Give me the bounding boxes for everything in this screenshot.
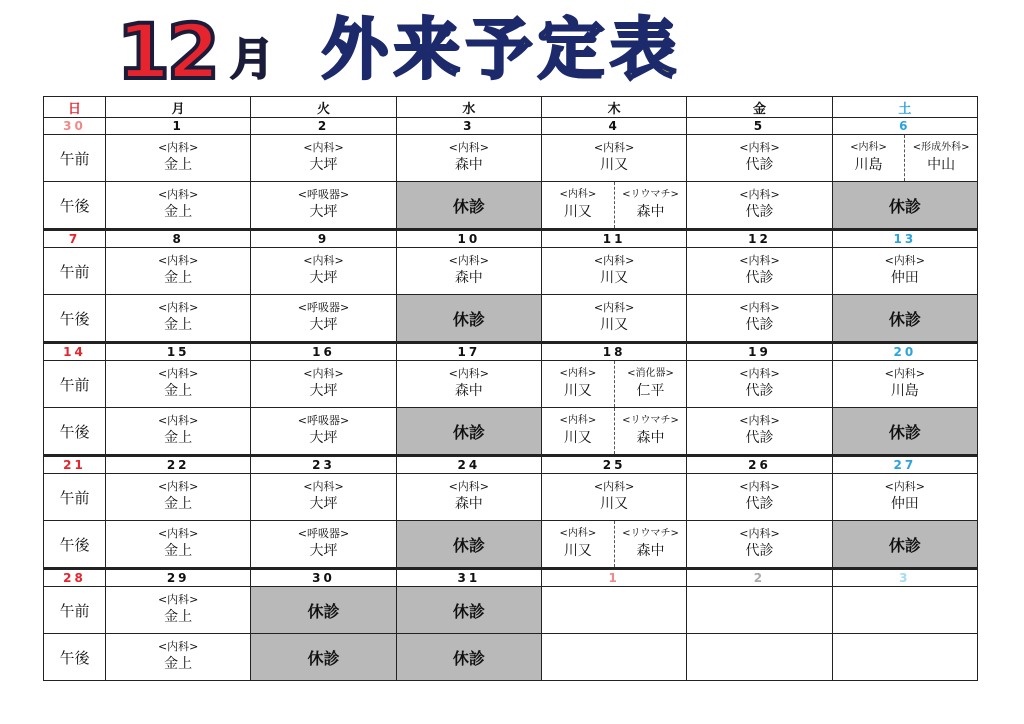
doctor-name: 川島 <box>890 383 919 399</box>
schedule-cell <box>541 587 686 634</box>
schedule-cell <box>251 474 396 521</box>
doctor-name: 金上 <box>164 157 193 173</box>
date-cell: 2 <box>251 118 396 135</box>
department-label: <内科> <box>157 141 199 154</box>
department-label: <内科> <box>448 367 490 380</box>
weekday-header: 金 <box>687 97 832 118</box>
schedule-cell <box>106 248 251 295</box>
date-cell: 12 <box>687 230 832 248</box>
weekday-header: 火 <box>251 97 396 118</box>
schedule-cell <box>832 474 977 521</box>
schedule-cell <box>106 408 251 456</box>
department-label: <リウマチ> <box>622 415 679 426</box>
weekday-header-row <box>44 97 978 118</box>
split-part <box>542 361 615 407</box>
schedule-cell <box>396 361 541 408</box>
department-label: <内科> <box>884 480 926 493</box>
doctor-name: 森中 <box>454 157 483 173</box>
doctor-name: 金上 <box>164 430 193 446</box>
date-cell: 31 <box>396 569 541 587</box>
date-cell: 14 <box>44 343 106 361</box>
date-cell: 10 <box>396 230 541 248</box>
department-label: <内科> <box>303 480 344 493</box>
date-cell: 27 <box>832 456 977 474</box>
department-label: <内科> <box>157 301 199 314</box>
schedule-cell <box>106 361 251 408</box>
closed-cell: 休診 <box>396 408 541 456</box>
schedule-cell <box>541 182 686 230</box>
date-cell: 22 <box>106 456 251 474</box>
slot-label: 午後 <box>44 295 106 343</box>
department-label: <内科> <box>157 640 199 653</box>
date-cell: 1 <box>541 569 686 587</box>
doctor-name: 大坪 <box>309 270 338 286</box>
doctor-name: 代診 <box>745 317 774 333</box>
department-label: <内科> <box>884 367 926 380</box>
slot-label: 午前 <box>44 587 106 634</box>
weekday-header: 日 <box>44 97 106 118</box>
schedule-cell <box>106 634 251 681</box>
department-label: <内科> <box>593 254 635 267</box>
department-label: <内科> <box>157 367 199 380</box>
department-label: <形成外科> <box>912 142 970 153</box>
schedule-cell <box>251 135 396 182</box>
department-label: <内科> <box>739 367 780 380</box>
department-label: <内科> <box>559 528 597 539</box>
doctor-name: 大坪 <box>309 204 338 220</box>
department-label: <内科> <box>739 301 780 314</box>
date-cell: 16 <box>251 343 396 361</box>
date-cell: 20 <box>832 343 977 361</box>
doctor-name: 川又 <box>600 270 629 286</box>
date-cell: 2 <box>687 569 832 587</box>
department-label: <内科> <box>850 142 887 153</box>
slot-label: 午前 <box>44 248 106 295</box>
schedule-cell <box>251 182 396 230</box>
department-label: <内科> <box>739 480 780 493</box>
split-part <box>833 135 906 181</box>
doctor-name: 金上 <box>164 204 193 220</box>
schedule-cell <box>541 521 686 569</box>
date-cell: 5 <box>687 118 832 135</box>
doctor-name: 代診 <box>745 383 774 399</box>
closed-cell: 休診 <box>832 295 977 343</box>
department-label: <内科> <box>739 188 780 201</box>
doctor-name: 森中 <box>454 496 483 512</box>
date-cell: 13 <box>832 230 977 248</box>
split-cell <box>542 521 686 567</box>
date-cell: 18 <box>541 343 686 361</box>
department-label: <呼吸器> <box>297 188 350 201</box>
date-row <box>44 456 978 474</box>
schedule-cell <box>832 587 977 634</box>
slot-row-pm <box>44 182 978 230</box>
department-label: <リウマチ> <box>622 189 679 200</box>
slot-row-pm <box>44 521 978 569</box>
split-cell <box>542 361 686 407</box>
department-label: <内科> <box>448 141 490 154</box>
closed-cell: 休診 <box>832 408 977 456</box>
schedule-cell <box>106 587 251 634</box>
weekday-header: 土 <box>832 97 977 118</box>
slot-label: 午後 <box>44 408 106 456</box>
schedule-cell <box>541 474 686 521</box>
slot-row-pm <box>44 634 978 681</box>
date-row <box>44 230 978 248</box>
department-label: <内科> <box>303 367 344 380</box>
doctor-name: 金上 <box>164 270 193 286</box>
split-cell <box>542 408 686 454</box>
closed-cell: 休診 <box>396 634 541 681</box>
department-label: <呼吸器> <box>297 301 350 314</box>
schedule-cell <box>541 248 686 295</box>
department-label: <内科> <box>559 189 597 200</box>
closed-cell: 休診 <box>396 521 541 569</box>
schedule-cell <box>106 474 251 521</box>
doctor-name: 川又 <box>563 204 592 220</box>
doctor-name: 森中 <box>636 543 665 559</box>
weekday-header: 水 <box>396 97 541 118</box>
date-cell: 26 <box>687 456 832 474</box>
schedule-cell <box>541 634 686 681</box>
department-label: <内科> <box>303 254 344 267</box>
slot-label: 午後 <box>44 634 106 681</box>
slot-label: 午後 <box>44 521 106 569</box>
schedule-table <box>43 96 978 681</box>
date-row <box>44 343 978 361</box>
department-label: <内科> <box>739 527 780 540</box>
doctor-name: 川又 <box>563 383 592 399</box>
schedule-cell <box>687 634 832 681</box>
department-label: <内科> <box>739 141 780 154</box>
schedule-cell <box>251 361 396 408</box>
date-cell: 30 <box>251 569 396 587</box>
doctor-name: 代診 <box>745 543 774 559</box>
doctor-name: 川又 <box>600 317 629 333</box>
doctor-name: 川島 <box>854 157 883 173</box>
date-cell: 21 <box>44 456 106 474</box>
doctor-name: 森中 <box>454 383 483 399</box>
date-cell: 17 <box>396 343 541 361</box>
schedule-cell <box>687 474 832 521</box>
title-main: 外来予定表 <box>322 11 682 88</box>
schedule-cell <box>106 295 251 343</box>
department-label: <内科> <box>739 254 780 267</box>
doctor-name: 中山 <box>927 157 956 173</box>
schedule-cell <box>251 408 396 456</box>
date-cell: 3 <box>396 118 541 135</box>
schedule-cell <box>832 634 977 681</box>
split-part <box>542 408 615 454</box>
closed-cell: 休診 <box>396 587 541 634</box>
slot-label: 午前 <box>44 135 106 182</box>
schedule-cell <box>687 521 832 569</box>
department-label: <内科> <box>303 141 344 154</box>
split-part <box>615 521 687 567</box>
department-label: <内科> <box>157 527 199 540</box>
department-label: <内科> <box>739 414 780 427</box>
slot-row-am <box>44 587 978 634</box>
department-label: <内科> <box>593 301 635 314</box>
doctor-name: 代診 <box>745 204 774 220</box>
date-cell: 1 <box>106 118 251 135</box>
doctor-name: 川又 <box>563 430 592 446</box>
split-cell <box>833 135 977 181</box>
date-cell: 11 <box>541 230 686 248</box>
date-cell: 30 <box>44 118 106 135</box>
page-title <box>112 4 812 94</box>
weekday-header: 木 <box>541 97 686 118</box>
weekday-header: 月 <box>106 97 251 118</box>
slot-row-pm <box>44 408 978 456</box>
doctor-name: 金上 <box>164 496 193 512</box>
closed-cell: 休診 <box>251 634 396 681</box>
date-row <box>44 569 978 587</box>
schedule-cell <box>396 135 541 182</box>
doctor-name: 大坪 <box>309 157 338 173</box>
closed-cell: 休診 <box>832 182 977 230</box>
split-cell <box>542 182 686 228</box>
schedule-cell <box>541 135 686 182</box>
department-label: <内科> <box>448 480 490 493</box>
split-part <box>615 408 687 454</box>
department-label: <内科> <box>157 188 199 201</box>
department-label: <リウマチ> <box>622 528 679 539</box>
closed-cell: 休診 <box>396 295 541 343</box>
doctor-name: 大坪 <box>309 543 338 559</box>
department-label: <内科> <box>559 415 597 426</box>
slot-label: 午後 <box>44 182 106 230</box>
slot-label: 午前 <box>44 361 106 408</box>
closed-cell: 休診 <box>832 521 977 569</box>
doctor-name: 大坪 <box>309 496 338 512</box>
schedule-cell <box>541 361 686 408</box>
doctor-name: 川又 <box>600 496 629 512</box>
doctor-name: 川又 <box>600 157 629 173</box>
schedule-cell <box>687 135 832 182</box>
doctor-name: 大坪 <box>309 383 338 399</box>
schedule-cell <box>106 135 251 182</box>
schedule-cell <box>687 295 832 343</box>
doctor-name: 金上 <box>164 317 193 333</box>
schedule-cell <box>251 521 396 569</box>
department-label: <内科> <box>593 480 635 493</box>
schedule-cell <box>396 248 541 295</box>
title-month-number: 12 <box>117 7 217 96</box>
split-part <box>615 182 687 228</box>
date-cell: 8 <box>106 230 251 248</box>
schedule-cell <box>541 295 686 343</box>
department-label: <内科> <box>157 593 199 606</box>
schedule-cell <box>687 361 832 408</box>
doctor-name: 金上 <box>164 543 193 559</box>
schedule-cell <box>251 295 396 343</box>
schedule-cell <box>251 248 396 295</box>
schedule-cell <box>832 135 977 182</box>
department-label: <消化器> <box>627 368 674 379</box>
schedule-cell <box>832 248 977 295</box>
schedule-cell <box>687 248 832 295</box>
schedule-cell <box>687 408 832 456</box>
doctor-name: 金上 <box>164 383 193 399</box>
schedule-cell <box>541 408 686 456</box>
slot-label: 午前 <box>44 474 106 521</box>
date-cell: 24 <box>396 456 541 474</box>
doctor-name: 代診 <box>745 270 774 286</box>
split-part <box>542 521 615 567</box>
schedule-cell <box>687 182 832 230</box>
doctor-name: 大坪 <box>309 430 338 446</box>
slot-row-am <box>44 248 978 295</box>
doctor-name: 金上 <box>164 609 193 625</box>
department-label: <内科> <box>448 254 490 267</box>
split-part <box>615 361 687 407</box>
doctor-name: 川又 <box>563 543 592 559</box>
doctor-name: 森中 <box>636 204 665 220</box>
doctor-name: 仁平 <box>636 383 665 399</box>
date-cell: 6 <box>832 118 977 135</box>
doctor-name: 森中 <box>636 430 665 446</box>
closed-cell: 休診 <box>251 587 396 634</box>
doctor-name: 代診 <box>745 496 774 512</box>
schedule-cell <box>106 182 251 230</box>
department-label: <内科> <box>559 368 597 379</box>
split-part <box>542 182 615 228</box>
slot-row-am <box>44 474 978 521</box>
department-label: <内科> <box>593 141 635 154</box>
doctor-name: 仲田 <box>890 270 919 286</box>
doctor-name: 代診 <box>745 430 774 446</box>
schedule-cell <box>106 521 251 569</box>
department-label: <呼吸器> <box>297 527 350 540</box>
date-cell: 15 <box>106 343 251 361</box>
slot-row-am <box>44 135 978 182</box>
date-cell: 25 <box>541 456 686 474</box>
department-label: <内科> <box>884 254 926 267</box>
date-cell: 19 <box>687 343 832 361</box>
department-label: <内科> <box>157 480 199 493</box>
date-cell: 3 <box>832 569 977 587</box>
slot-row-am <box>44 361 978 408</box>
date-cell: 7 <box>44 230 106 248</box>
doctor-name: 代診 <box>745 157 774 173</box>
slot-row-pm <box>44 295 978 343</box>
closed-cell: 休診 <box>396 182 541 230</box>
department-label: <内科> <box>157 414 199 427</box>
doctor-name: 金上 <box>164 656 193 672</box>
date-cell: 4 <box>541 118 686 135</box>
department-label: <呼吸器> <box>297 414 350 427</box>
doctor-name: 仲田 <box>890 496 919 512</box>
title-month-suffix: 月 <box>230 34 274 85</box>
schedule-cell <box>687 587 832 634</box>
doctor-name: 森中 <box>454 270 483 286</box>
date-cell: 9 <box>251 230 396 248</box>
date-cell: 29 <box>106 569 251 587</box>
schedule-cell <box>832 361 977 408</box>
date-cell: 23 <box>251 456 396 474</box>
split-part <box>905 135 977 181</box>
schedule-cell <box>396 474 541 521</box>
department-label: <内科> <box>157 254 199 267</box>
doctor-name: 大坪 <box>309 317 338 333</box>
date-row <box>44 118 978 135</box>
date-cell: 28 <box>44 569 106 587</box>
